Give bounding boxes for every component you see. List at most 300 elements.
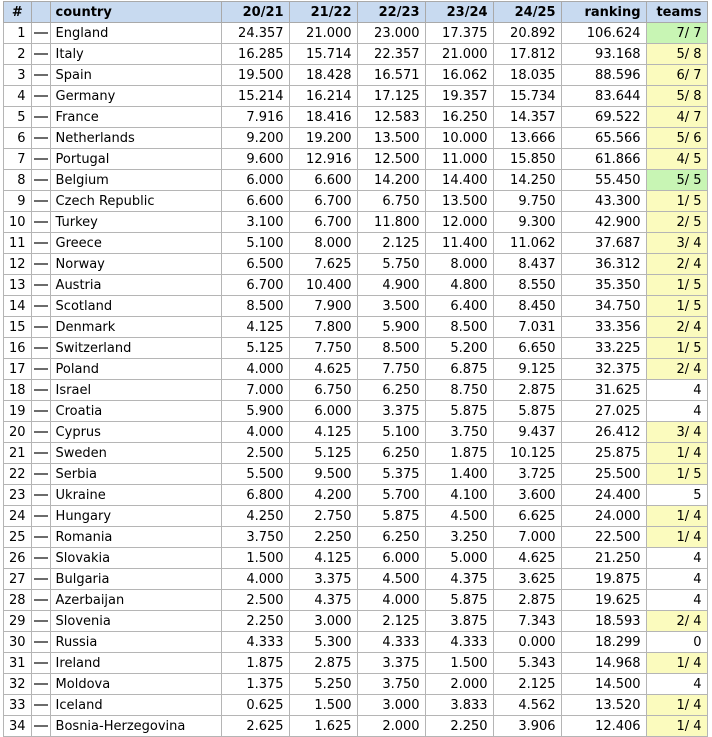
teams-remaining: 5 xyxy=(646,485,707,506)
country-name[interactable]: England xyxy=(50,23,221,44)
row-number: 26 xyxy=(4,548,32,569)
season-1-points: 16.285 xyxy=(221,44,289,65)
ranking-total: 27.025 xyxy=(561,401,646,422)
country-name[interactable]: Portugal xyxy=(50,149,221,170)
country-name[interactable]: Romania xyxy=(50,527,221,548)
flag-cell xyxy=(31,212,50,233)
season-2-points: 3.375 xyxy=(289,569,357,590)
table-row[interactable] xyxy=(4,485,708,506)
season-5-points: 14.357 xyxy=(493,107,561,128)
row-number: 14 xyxy=(4,296,32,317)
country-name[interactable]: Poland xyxy=(50,359,221,380)
country-name[interactable]: France xyxy=(50,107,221,128)
flag-cell xyxy=(31,422,50,443)
season-2-points: 4.200 xyxy=(289,485,357,506)
flag-icon xyxy=(34,326,48,328)
season-2-points: 4.625 xyxy=(289,359,357,380)
season-1-points: 4.000 xyxy=(221,422,289,443)
table-row[interactable] xyxy=(4,296,708,317)
teams-remaining: 3/ 4 xyxy=(646,233,707,254)
row-number: 29 xyxy=(4,611,32,632)
season-4-points: 5.000 xyxy=(425,548,493,569)
season-1-points: 6.700 xyxy=(221,275,289,296)
flag-icon xyxy=(34,200,48,202)
season-5-points: 10.125 xyxy=(493,443,561,464)
flag-cell xyxy=(31,506,50,527)
season-4-points: 8.000 xyxy=(425,254,493,275)
ranking-total: 35.350 xyxy=(561,275,646,296)
season-2-points: 5.300 xyxy=(289,632,357,653)
row-number: 3 xyxy=(4,65,32,86)
col-header-season-2[interactable]: 21/22 xyxy=(289,2,357,23)
season-3-points: 5.100 xyxy=(357,422,425,443)
teams-remaining: 1/ 5 xyxy=(646,275,707,296)
country-name[interactable]: Belgium xyxy=(50,170,221,191)
flag-cell xyxy=(31,359,50,380)
country-name[interactable]: Germany xyxy=(50,86,221,107)
season-2-points: 6.700 xyxy=(289,191,357,212)
table-row[interactable] xyxy=(4,44,708,65)
country-name[interactable]: Spain xyxy=(50,65,221,86)
teams-remaining: 4 xyxy=(646,590,707,611)
season-3-points: 22.357 xyxy=(357,44,425,65)
season-1-points: 2.250 xyxy=(221,611,289,632)
season-2-points: 7.750 xyxy=(289,338,357,359)
flag-cell xyxy=(31,695,50,716)
col-header-flag xyxy=(31,2,50,23)
flag-icon xyxy=(34,305,48,307)
country-name[interactable]: Slovenia xyxy=(50,611,221,632)
row-number: 32 xyxy=(4,674,32,695)
country-name[interactable]: Norway xyxy=(50,254,221,275)
row-number: 18 xyxy=(4,380,32,401)
flag-icon xyxy=(34,368,48,370)
table-row[interactable] xyxy=(4,212,708,233)
flag-cell xyxy=(31,527,50,548)
season-1-points: 7.000 xyxy=(221,380,289,401)
teams-remaining: 4 xyxy=(646,548,707,569)
season-5-points: 2.875 xyxy=(493,380,561,401)
table-row[interactable] xyxy=(4,317,708,338)
table-row[interactable] xyxy=(4,191,708,212)
table-row[interactable] xyxy=(4,569,708,590)
flag-cell xyxy=(31,275,50,296)
country-name[interactable]: Czech Republic xyxy=(50,191,221,212)
season-3-points: 4.500 xyxy=(357,569,425,590)
teams-remaining: 1/ 5 xyxy=(646,338,707,359)
table-row[interactable] xyxy=(4,149,708,170)
ranking-total: 18.593 xyxy=(561,611,646,632)
season-1-points: 1.500 xyxy=(221,548,289,569)
table-row[interactable] xyxy=(4,23,708,44)
season-5-points: 15.850 xyxy=(493,149,561,170)
teams-remaining: 0 xyxy=(646,632,707,653)
country-name[interactable]: Ukraine xyxy=(50,485,221,506)
season-4-points: 3.833 xyxy=(425,695,493,716)
season-2-points: 10.400 xyxy=(289,275,357,296)
row-number: 10 xyxy=(4,212,32,233)
season-2-points: 1.625 xyxy=(289,716,357,737)
season-4-points: 3.750 xyxy=(425,422,493,443)
season-4-points: 14.400 xyxy=(425,170,493,191)
flag-icon xyxy=(34,683,48,685)
season-4-points: 10.000 xyxy=(425,128,493,149)
country-name[interactable]: Croatia xyxy=(50,401,221,422)
flag-icon xyxy=(34,473,48,475)
flag-cell xyxy=(31,611,50,632)
season-3-points: 13.500 xyxy=(357,128,425,149)
country-name[interactable]: Israel xyxy=(50,380,221,401)
table-row[interactable] xyxy=(4,674,708,695)
country-name[interactable]: Scotland xyxy=(50,296,221,317)
teams-remaining: 6/ 7 xyxy=(646,65,707,86)
season-4-points: 6.875 xyxy=(425,359,493,380)
ranking-total: 14.968 xyxy=(561,653,646,674)
season-3-points: 6.250 xyxy=(357,380,425,401)
country-name[interactable]: Ireland xyxy=(50,653,221,674)
season-4-points: 1.875 xyxy=(425,443,493,464)
season-5-points: 9.125 xyxy=(493,359,561,380)
table-row[interactable] xyxy=(4,443,708,464)
season-5-points: 5.343 xyxy=(493,653,561,674)
teams-remaining: 1/ 4 xyxy=(646,506,707,527)
row-number: 11 xyxy=(4,233,32,254)
table-row[interactable] xyxy=(4,611,708,632)
flag-cell xyxy=(31,716,50,737)
table-row[interactable] xyxy=(4,107,708,128)
ranking-total: 69.522 xyxy=(561,107,646,128)
flag-cell xyxy=(31,128,50,149)
season-1-points: 5.100 xyxy=(221,233,289,254)
flag-cell xyxy=(31,149,50,170)
season-2-points: 16.214 xyxy=(289,86,357,107)
row-number: 23 xyxy=(4,485,32,506)
season-5-points: 14.250 xyxy=(493,170,561,191)
teams-remaining: 1/ 4 xyxy=(646,695,707,716)
ranking-total: 33.356 xyxy=(561,317,646,338)
season-2-points: 2.250 xyxy=(289,527,357,548)
ranking-total: 61.866 xyxy=(561,149,646,170)
col-header-ranking[interactable]: ranking xyxy=(561,2,646,23)
teams-remaining: 2/ 5 xyxy=(646,212,707,233)
flag-icon xyxy=(34,347,48,349)
row-number: 19 xyxy=(4,401,32,422)
country-name[interactable]: Italy xyxy=(50,44,221,65)
ranking-total: 21.250 xyxy=(561,548,646,569)
country-name[interactable]: Turkey xyxy=(50,212,221,233)
table-row[interactable] xyxy=(4,65,708,86)
flag-cell xyxy=(31,464,50,485)
season-3-points: 6.250 xyxy=(357,443,425,464)
season-4-points: 5.875 xyxy=(425,590,493,611)
season-2-points: 4.125 xyxy=(289,422,357,443)
season-1-points: 24.357 xyxy=(221,23,289,44)
flag-cell xyxy=(31,254,50,275)
season-4-points: 4.375 xyxy=(425,569,493,590)
header-row xyxy=(4,2,708,23)
season-4-points: 3.250 xyxy=(425,527,493,548)
flag-icon xyxy=(34,242,48,244)
season-4-points: 2.000 xyxy=(425,674,493,695)
season-5-points: 15.734 xyxy=(493,86,561,107)
season-2-points: 9.500 xyxy=(289,464,357,485)
table-row[interactable] xyxy=(4,380,708,401)
flag-icon xyxy=(34,137,48,139)
table-row[interactable] xyxy=(4,359,708,380)
table-row[interactable] xyxy=(4,653,708,674)
teams-remaining: 1/ 5 xyxy=(646,296,707,317)
ranking-total: 24.400 xyxy=(561,485,646,506)
season-5-points: 2.125 xyxy=(493,674,561,695)
teams-remaining: 1/ 4 xyxy=(646,443,707,464)
flag-icon xyxy=(34,725,48,727)
flag-icon xyxy=(34,704,48,706)
season-4-points: 8.500 xyxy=(425,317,493,338)
flag-icon xyxy=(34,179,48,181)
season-3-points: 3.000 xyxy=(357,695,425,716)
season-4-points: 4.800 xyxy=(425,275,493,296)
row-number: 13 xyxy=(4,275,32,296)
country-name[interactable]: Denmark xyxy=(50,317,221,338)
flag-icon xyxy=(34,515,48,517)
teams-remaining: 4/ 7 xyxy=(646,107,707,128)
season-1-points: 1.375 xyxy=(221,674,289,695)
season-2-points: 21.000 xyxy=(289,23,357,44)
season-4-points: 11.400 xyxy=(425,233,493,254)
flag-cell xyxy=(31,338,50,359)
teams-remaining: 1/ 5 xyxy=(646,464,707,485)
table-row[interactable] xyxy=(4,548,708,569)
ranking-total: 13.520 xyxy=(561,695,646,716)
season-5-points: 3.725 xyxy=(493,464,561,485)
ranking-total: 42.900 xyxy=(561,212,646,233)
country-name[interactable]: Moldova xyxy=(50,674,221,695)
season-2-points: 2.875 xyxy=(289,653,357,674)
flag-cell xyxy=(31,191,50,212)
ranking-total: 43.300 xyxy=(561,191,646,212)
flag-icon xyxy=(34,74,48,76)
col-header-teams[interactable]: teams xyxy=(646,2,707,23)
teams-remaining: 3/ 4 xyxy=(646,422,707,443)
season-5-points: 4.562 xyxy=(493,695,561,716)
table-row[interactable] xyxy=(4,716,708,737)
season-4-points: 12.000 xyxy=(425,212,493,233)
season-1-points: 5.500 xyxy=(221,464,289,485)
teams-remaining: 2/ 4 xyxy=(646,611,707,632)
ranking-total: 37.687 xyxy=(561,233,646,254)
table-row[interactable] xyxy=(4,233,708,254)
season-3-points: 14.200 xyxy=(357,170,425,191)
country-name[interactable]: Bulgaria xyxy=(50,569,221,590)
country-name[interactable]: Sweden xyxy=(50,443,221,464)
row-number: 27 xyxy=(4,569,32,590)
season-4-points: 2.250 xyxy=(425,716,493,737)
season-1-points: 15.214 xyxy=(221,86,289,107)
ranking-total: 19.625 xyxy=(561,590,646,611)
season-2-points: 6.600 xyxy=(289,170,357,191)
ranking-total: 26.412 xyxy=(561,422,646,443)
table-row[interactable] xyxy=(4,86,708,107)
season-2-points: 7.625 xyxy=(289,254,357,275)
teams-remaining: 1/ 4 xyxy=(646,527,707,548)
table-body xyxy=(4,23,708,737)
season-4-points: 21.000 xyxy=(425,44,493,65)
table-row[interactable] xyxy=(4,401,708,422)
teams-remaining: 7/ 7 xyxy=(646,23,707,44)
ranking-total: 88.596 xyxy=(561,65,646,86)
flag-icon xyxy=(34,536,48,538)
season-1-points: 4.333 xyxy=(221,632,289,653)
uefa-ranking-table xyxy=(3,1,708,737)
teams-remaining: 4 xyxy=(646,380,707,401)
season-3-points: 6.750 xyxy=(357,191,425,212)
country-name[interactable]: Netherlands xyxy=(50,128,221,149)
teams-remaining: 5/ 5 xyxy=(646,170,707,191)
season-3-points: 4.000 xyxy=(357,590,425,611)
col-header-country[interactable]: country xyxy=(50,2,221,23)
season-2-points: 12.916 xyxy=(289,149,357,170)
row-number: 4 xyxy=(4,86,32,107)
flag-icon xyxy=(34,389,48,391)
table-row[interactable] xyxy=(4,275,708,296)
season-4-points: 4.100 xyxy=(425,485,493,506)
season-4-points: 4.500 xyxy=(425,506,493,527)
ranking-total: 24.000 xyxy=(561,506,646,527)
season-5-points: 4.625 xyxy=(493,548,561,569)
table-row[interactable] xyxy=(4,632,708,653)
flag-cell xyxy=(31,65,50,86)
row-number: 15 xyxy=(4,317,32,338)
ranking-total: 33.225 xyxy=(561,338,646,359)
teams-remaining: 2/ 4 xyxy=(646,254,707,275)
col-header-season-5[interactable]: 24/25 xyxy=(493,2,561,23)
season-3-points: 17.125 xyxy=(357,86,425,107)
country-name[interactable]: Azerbaijan xyxy=(50,590,221,611)
table-row[interactable] xyxy=(4,695,708,716)
table-row[interactable] xyxy=(4,527,708,548)
table-row[interactable] xyxy=(4,128,708,149)
flag-icon xyxy=(34,578,48,580)
ranking-total: 93.168 xyxy=(561,44,646,65)
flag-cell xyxy=(31,23,50,44)
season-5-points: 18.035 xyxy=(493,65,561,86)
flag-cell xyxy=(31,107,50,128)
row-number: 12 xyxy=(4,254,32,275)
season-2-points: 7.800 xyxy=(289,317,357,338)
season-2-points: 4.125 xyxy=(289,548,357,569)
col-header-season-4[interactable]: 23/24 xyxy=(425,2,493,23)
season-3-points: 23.000 xyxy=(357,23,425,44)
season-1-points: 4.125 xyxy=(221,317,289,338)
teams-remaining: 2/ 4 xyxy=(646,359,707,380)
season-3-points: 6.000 xyxy=(357,548,425,569)
ranking-total: 65.566 xyxy=(561,128,646,149)
season-3-points: 6.250 xyxy=(357,527,425,548)
col-header-season-3[interactable]: 22/23 xyxy=(357,2,425,23)
country-name[interactable]: Cyprus xyxy=(50,422,221,443)
ranking-total: 12.406 xyxy=(561,716,646,737)
country-name[interactable]: Russia xyxy=(50,632,221,653)
flag-cell xyxy=(31,653,50,674)
season-1-points: 9.200 xyxy=(221,128,289,149)
country-name[interactable]: Austria xyxy=(50,275,221,296)
row-number: 28 xyxy=(4,590,32,611)
country-name[interactable]: Greece xyxy=(50,233,221,254)
season-3-points: 11.800 xyxy=(357,212,425,233)
season-1-points: 8.500 xyxy=(221,296,289,317)
flag-icon xyxy=(34,431,48,433)
country-name[interactable]: Switzerland xyxy=(50,338,221,359)
season-4-points: 19.357 xyxy=(425,86,493,107)
country-name[interactable]: Bosnia-Herzegovina xyxy=(50,716,221,737)
season-1-points: 9.600 xyxy=(221,149,289,170)
ranking-total: 22.500 xyxy=(561,527,646,548)
season-2-points: 2.750 xyxy=(289,506,357,527)
ranking-total: 36.312 xyxy=(561,254,646,275)
season-4-points: 4.333 xyxy=(425,632,493,653)
ranking-total: 32.375 xyxy=(561,359,646,380)
teams-remaining: 5/ 8 xyxy=(646,86,707,107)
flag-icon xyxy=(34,284,48,286)
season-3-points: 5.900 xyxy=(357,317,425,338)
country-name[interactable]: Slovakia xyxy=(50,548,221,569)
season-1-points: 4.250 xyxy=(221,506,289,527)
season-4-points: 16.062 xyxy=(425,65,493,86)
table-row[interactable] xyxy=(4,254,708,275)
country-name[interactable]: Iceland xyxy=(50,695,221,716)
flag-icon xyxy=(34,662,48,664)
row-number: 17 xyxy=(4,359,32,380)
season-1-points: 4.000 xyxy=(221,569,289,590)
flag-cell xyxy=(31,674,50,695)
table-row[interactable] xyxy=(4,464,708,485)
table-row[interactable] xyxy=(4,338,708,359)
row-number: 9 xyxy=(4,191,32,212)
ranking-total: 31.625 xyxy=(561,380,646,401)
season-1-points: 4.000 xyxy=(221,359,289,380)
season-4-points: 6.400 xyxy=(425,296,493,317)
season-3-points: 12.583 xyxy=(357,107,425,128)
ranking-total: 14.500 xyxy=(561,674,646,695)
season-3-points: 3.500 xyxy=(357,296,425,317)
flag-cell xyxy=(31,485,50,506)
table-row[interactable] xyxy=(4,590,708,611)
season-3-points: 16.571 xyxy=(357,65,425,86)
table-row[interactable] xyxy=(4,170,708,191)
teams-remaining: 1/ 4 xyxy=(646,653,707,674)
teams-remaining: 4 xyxy=(646,401,707,422)
country-name[interactable]: Hungary xyxy=(50,506,221,527)
season-5-points: 6.650 xyxy=(493,338,561,359)
season-2-points: 3.000 xyxy=(289,611,357,632)
country-name[interactable]: Serbia xyxy=(50,464,221,485)
flag-icon xyxy=(34,599,48,601)
season-5-points: 8.550 xyxy=(493,275,561,296)
col-header-num[interactable]: # xyxy=(4,2,32,23)
table-row[interactable] xyxy=(4,422,708,443)
col-header-season-1[interactable]: 20/21 xyxy=(221,2,289,23)
season-3-points: 5.750 xyxy=(357,254,425,275)
season-3-points: 3.375 xyxy=(357,401,425,422)
ranking-total: 106.624 xyxy=(561,23,646,44)
flag-cell xyxy=(31,296,50,317)
season-4-points: 1.400 xyxy=(425,464,493,485)
season-3-points: 7.750 xyxy=(357,359,425,380)
ranking-total: 18.299 xyxy=(561,632,646,653)
table-row[interactable] xyxy=(4,506,708,527)
flag-icon xyxy=(34,452,48,454)
flag-icon xyxy=(34,53,48,55)
